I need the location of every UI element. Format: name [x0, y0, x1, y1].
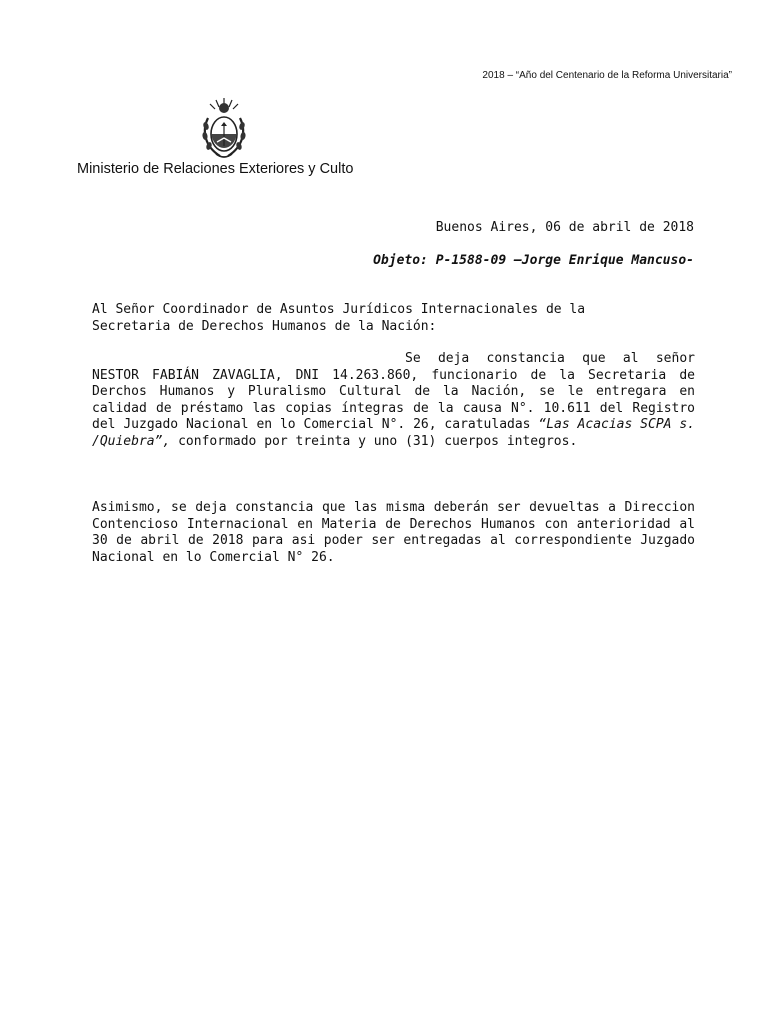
paragraph-text: conformado por treinta y uno (31) cuerpos integros.	[170, 433, 578, 449]
case-title: “Las Acacias SCPA s. /Quiebra”,	[92, 417, 695, 449]
addressee-line: Al Señor Coordinador de Asuntos Jurídicos Internacionales de la	[92, 302, 586, 317]
paragraph-text: Se deja constancia que al señor NESTOR FABIÁN ZAVAGLIA, DNI 14.263.860, funcionario de la Secretaria de Derchos Humanos y Pluralismo Cultural de la Nación, se le entregara en calidad de préstamo las copias íntegras de la causa N°. 10.611 del Registro del Juzgado Nacional en lo Comercial N°. 26, caratuladas	[92, 351, 695, 432]
argentina-coat-of-arms-icon	[198, 96, 250, 162]
addressee-line: Secretaria de Derechos Humanos de la Nación:	[92, 318, 437, 334]
header-motto: 2018 – “Año del Centenario de la Reforma Universitaria”	[482, 70, 732, 81]
body-paragraph-1	[92, 351, 695, 450]
addressee-block	[92, 302, 695, 335]
letter-subject: Objeto: P-1588-09 –Jorge Enrique Mancuso-	[373, 253, 694, 268]
letter-date: Buenos Aires, 06 de abril de 2018	[435, 220, 694, 235]
body-paragraph-2: Asimismo, se deja constancia que las misma deberán ser devueltas a Direccion Contencioso Internacional en Materia de Derechos Humanos con anterioridad al 30 de abril de 2018 para asi poder ser entregadas al correspondiente Juzgado Nacional en lo Comercial N° 26.	[92, 500, 695, 565]
ministry-name: Ministerio de Relaciones Exteriores y Culto	[77, 161, 354, 177]
